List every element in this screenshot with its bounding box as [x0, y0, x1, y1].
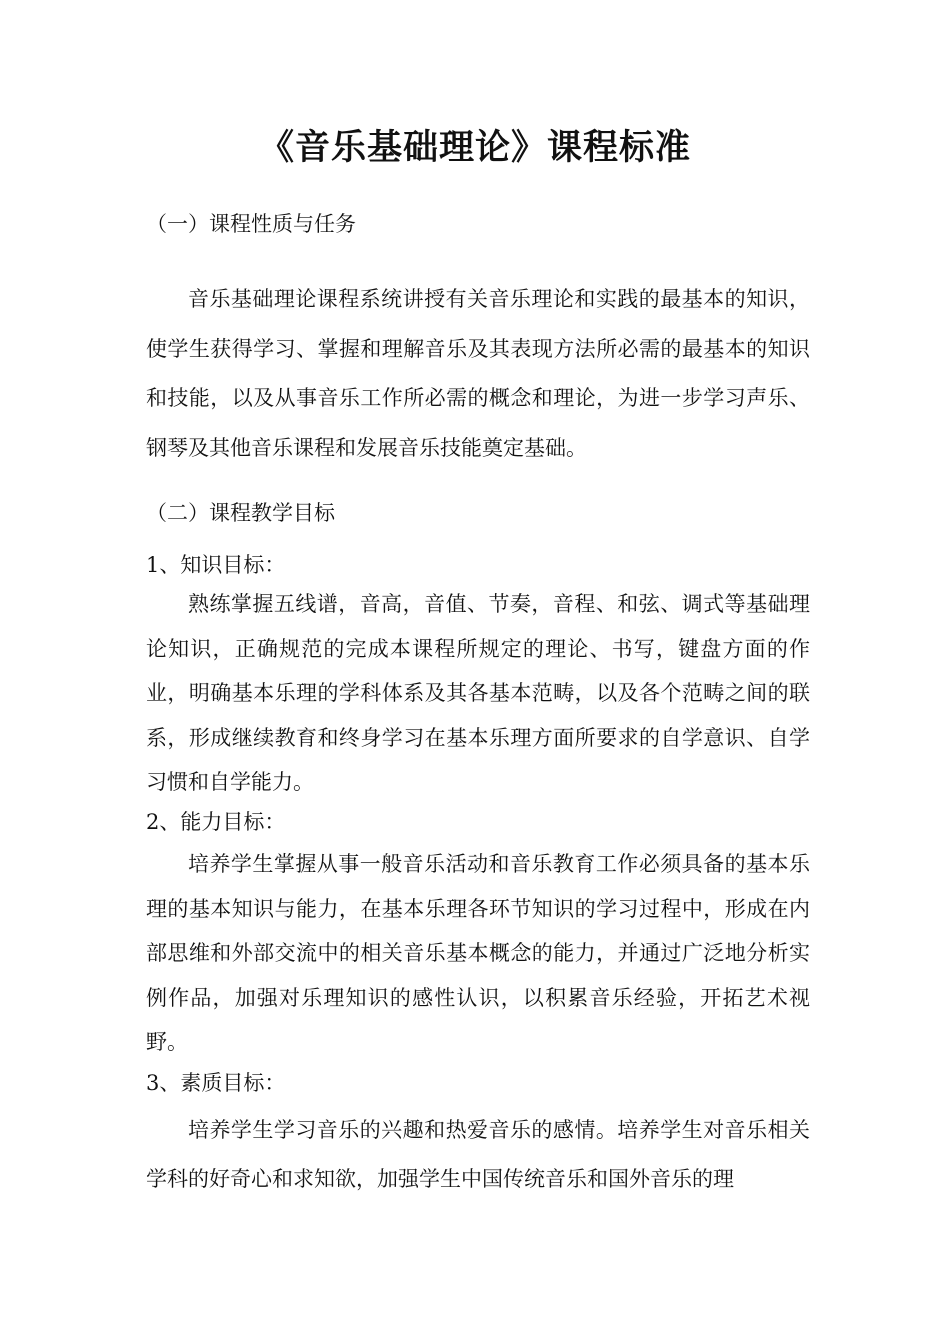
document-title: 《音乐基础理论》课程标准	[258, 128, 691, 168]
goal-text-knowledge: 熟练掌握五线谱，音高，音值、节奏，音程、和弦、调式等基础理论知识，正确规范的完成本课程所规定的理论、书写，键盘方面的作业，明确基本乐理的学科体系及其各基本范畴，以及各个范畴之间的联系，形成继续教育和终身学习在基本乐理方面所要求的自学意识、自学习惯和自学能力。	[146, 592, 810, 794]
section-heading-goals: （二）课程教学目标	[146, 501, 335, 525]
goal-label-knowledge: 1、知识目标：	[146, 553, 286, 577]
goal-label-ability: 2、能力目标：	[146, 810, 286, 834]
paragraph-nature: 音乐基础理论课程系统讲授有关音乐理论和实践的最基本的知识，使学生获得学习、掌握和理解音乐及其表现方法所必需的最基本的知识和技能，以及从事音乐工作所必需的概念和理论，为进一步学习声乐、钢琴及其他音乐课程和发展音乐技能奠定基础。	[146, 287, 810, 460]
section-heading-nature: （一）课程性质与任务	[146, 212, 356, 236]
goal-label-quality: 3、素质目标：	[146, 1071, 286, 1095]
goal-text-ability: 培养学生掌握从事一般音乐活动和音乐教育工作必须具备的基本乐理的基本知识与能力，在基本乐理各环节知识的学习过程中，形成在内部思维和外部交流中的相关音乐基本概念的能力，并通过广泛地分析实例作品，加强对乐理知识的感性认识，以积累音乐经验，开拓艺术视野。	[146, 852, 810, 1054]
goal-text-quality: 培养学生学习音乐的兴趣和热爱音乐的感情。培养学生对音乐相关学科的好奇心和求知欲，加强学生中国传统音乐和国外音乐的理	[146, 1118, 810, 1191]
